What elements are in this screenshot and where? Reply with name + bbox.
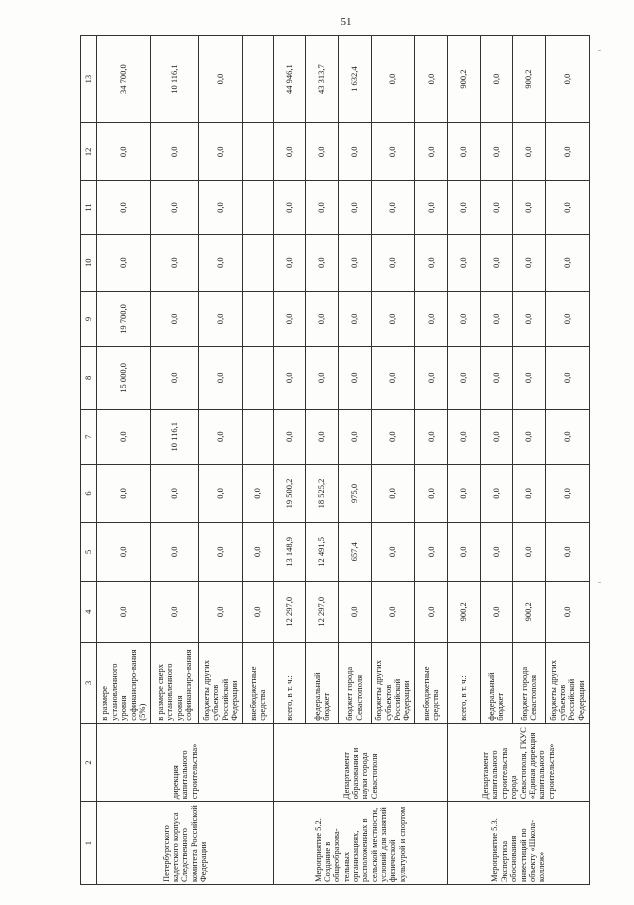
value-cell: 0,0 bbox=[243, 464, 273, 522]
value-cell: 0,0 bbox=[513, 291, 546, 346]
value-cell: 657,4 bbox=[338, 523, 371, 581]
value-cell: 0,0 bbox=[97, 234, 151, 291]
value-cell: 0,0 bbox=[338, 347, 371, 410]
funding-source-cell: бюджеты других субъектов Российской Федерации bbox=[545, 643, 589, 724]
funding-source-cell: бюджеты других субъектов Российской Федерации bbox=[371, 643, 415, 724]
value-cell: 0,0 bbox=[199, 36, 243, 123]
value-cell: 0,0 bbox=[448, 464, 481, 522]
value-cell: 0,0 bbox=[199, 409, 243, 464]
value-cell: 0,0 bbox=[199, 181, 243, 234]
value-cell: 0,0 bbox=[480, 123, 513, 181]
responsible-cell: Департамент образования и науки города Севастополя bbox=[273, 723, 447, 802]
column-number: 4 bbox=[81, 581, 97, 643]
value-cell: 0,0 bbox=[338, 123, 371, 181]
column-number: 7 bbox=[81, 409, 97, 464]
value-cell: 0,0 bbox=[199, 464, 243, 522]
value-cell: 0,0 bbox=[338, 409, 371, 464]
column-number: 1 bbox=[81, 802, 97, 885]
value-cell: 900,2 bbox=[448, 36, 481, 123]
value-cell: 18 525,2 bbox=[306, 464, 339, 522]
funding-source-cell: бюджет города Севастополя bbox=[513, 643, 546, 724]
value-cell: 1 632,4 bbox=[338, 36, 371, 123]
value-cell: 0,0 bbox=[151, 581, 199, 643]
funding-source-cell: в размере установленного уровня софинансиро-вания (5%) bbox=[97, 643, 151, 724]
column-number: 11 bbox=[81, 181, 97, 234]
table-row bbox=[273, 36, 306, 885]
column-number: 12 bbox=[81, 123, 97, 181]
rotated-table-sheet bbox=[80, 35, 590, 885]
responsible-cell: дирекция капитального строительства» bbox=[97, 723, 273, 802]
value-cell: 0,0 bbox=[513, 181, 546, 234]
value-cell: 10 116,1 bbox=[151, 409, 199, 464]
page-number: 51 bbox=[340, 16, 352, 28]
table-row bbox=[448, 36, 481, 885]
value-cell: 0,0 bbox=[151, 291, 199, 346]
value-cell: 0,0 bbox=[513, 234, 546, 291]
value-cell: 0,0 bbox=[97, 123, 151, 181]
value-cell: 0,0 bbox=[415, 464, 448, 522]
value-cell: 0,0 bbox=[545, 181, 589, 234]
value-cell: 0,0 bbox=[273, 123, 306, 181]
value-cell: 0,0 bbox=[371, 581, 415, 643]
value-cell: 0,0 bbox=[97, 581, 151, 643]
value-cell: 0,0 bbox=[448, 234, 481, 291]
value-cell: 0,0 bbox=[480, 291, 513, 346]
value-cell: 0,0 bbox=[273, 291, 306, 346]
funding-source-cell: внебюджетные средства bbox=[243, 643, 273, 724]
value-cell: 0,0 bbox=[513, 347, 546, 410]
value-cell: 0,0 bbox=[545, 581, 589, 643]
value-cell: 0,0 bbox=[480, 234, 513, 291]
value-cell: 12 297,0 bbox=[306, 581, 339, 643]
scan-artifact bbox=[598, 50, 601, 51]
value-cell: 0,0 bbox=[338, 181, 371, 234]
value-cell: 0,0 bbox=[371, 234, 415, 291]
funding-source-cell: всего, в т. ч.: bbox=[273, 643, 306, 724]
value-cell: 13 148,9 bbox=[273, 523, 306, 581]
value-cell: 0,0 bbox=[338, 234, 371, 291]
value-cell: 0,0 bbox=[151, 347, 199, 410]
value-cell: 44 946,1 bbox=[273, 36, 306, 123]
value-cell bbox=[243, 347, 273, 410]
value-cell: 0,0 bbox=[97, 181, 151, 234]
value-cell: 0,0 bbox=[371, 291, 415, 346]
value-cell: 0,0 bbox=[480, 36, 513, 123]
budget-table bbox=[80, 35, 590, 885]
value-cell: 0,0 bbox=[371, 181, 415, 234]
value-cell: 0,0 bbox=[151, 181, 199, 234]
activity-cell: Мероприятие 5.3. Экспертиза обоснования инвестиций по объекту «Школа-коллеж» bbox=[448, 802, 590, 885]
value-cell: 0,0 bbox=[371, 409, 415, 464]
value-cell bbox=[243, 409, 273, 464]
value-cell: 900,2 bbox=[448, 581, 481, 643]
funding-source-cell: всего, в т. ч.: bbox=[448, 643, 481, 724]
value-cell: 0,0 bbox=[545, 409, 589, 464]
value-cell: 0,0 bbox=[151, 523, 199, 581]
column-number: 9 bbox=[81, 291, 97, 346]
value-cell: 19 500,2 bbox=[273, 464, 306, 522]
table-row bbox=[97, 36, 151, 885]
value-cell: 0,0 bbox=[480, 409, 513, 464]
value-cell bbox=[243, 234, 273, 291]
value-cell: 0,0 bbox=[338, 581, 371, 643]
value-cell: 0,0 bbox=[448, 291, 481, 346]
value-cell: 0,0 bbox=[151, 123, 199, 181]
value-cell: 34 700,0 bbox=[97, 36, 151, 123]
value-cell: 0,0 bbox=[448, 409, 481, 464]
value-cell: 0,0 bbox=[243, 581, 273, 643]
column-number: 5 bbox=[81, 523, 97, 581]
value-cell: 0,0 bbox=[545, 347, 589, 410]
value-cell: 0,0 bbox=[513, 123, 546, 181]
value-cell: 900,2 bbox=[513, 581, 546, 643]
value-cell: 0,0 bbox=[371, 36, 415, 123]
value-cell: 0,0 bbox=[371, 464, 415, 522]
value-cell: 0,0 bbox=[545, 464, 589, 522]
value-cell: 0,0 bbox=[199, 291, 243, 346]
value-cell: 12 491,5 bbox=[306, 523, 339, 581]
value-cell: 0,0 bbox=[480, 581, 513, 643]
value-cell: 0,0 bbox=[415, 409, 448, 464]
value-cell: 0,0 bbox=[371, 123, 415, 181]
column-number-row bbox=[81, 36, 97, 885]
value-cell: 0,0 bbox=[273, 234, 306, 291]
value-cell: 0,0 bbox=[97, 409, 151, 464]
column-number: 13 bbox=[81, 36, 97, 123]
value-cell: 0,0 bbox=[243, 523, 273, 581]
value-cell: 0,0 bbox=[448, 181, 481, 234]
value-cell: 0,0 bbox=[273, 181, 306, 234]
funding-source-cell: бюджеты других субъектов Российской Федерации bbox=[199, 643, 243, 724]
value-cell: 0,0 bbox=[545, 36, 589, 123]
value-cell: 15 000,0 bbox=[97, 347, 151, 410]
value-cell: 0,0 bbox=[338, 291, 371, 346]
value-cell: 0,0 bbox=[199, 523, 243, 581]
value-cell: 19 700,0 bbox=[97, 291, 151, 346]
value-cell: 0,0 bbox=[415, 523, 448, 581]
value-cell: 0,0 bbox=[151, 234, 199, 291]
column-number: 2 bbox=[81, 723, 97, 802]
column-number: 6 bbox=[81, 464, 97, 522]
value-cell: 0,0 bbox=[97, 464, 151, 522]
value-cell: 0,0 bbox=[415, 347, 448, 410]
value-cell: 0,0 bbox=[448, 347, 481, 410]
column-number: 3 bbox=[81, 643, 97, 724]
activity-cell: Петербургского кадетского корпуса Следственного комитета Российской Федерации bbox=[97, 802, 273, 885]
responsible-cell: Департамент капитального строительства города Севастополя, ГКУС «Единая дирекция капитального строительства» bbox=[448, 723, 590, 802]
value-cell: 0,0 bbox=[306, 409, 339, 464]
value-cell: 0,0 bbox=[199, 581, 243, 643]
value-cell: 0,0 bbox=[306, 181, 339, 234]
value-cell: 0,0 bbox=[371, 347, 415, 410]
funding-source-cell: бюджет города Севастополя bbox=[338, 643, 371, 724]
value-cell: 0,0 bbox=[480, 347, 513, 410]
value-cell: 0,0 bbox=[513, 409, 546, 464]
value-cell: 900,2 bbox=[513, 36, 546, 123]
value-cell: 0,0 bbox=[371, 523, 415, 581]
value-cell: 0,0 bbox=[415, 581, 448, 643]
value-cell: 0,0 bbox=[545, 123, 589, 181]
value-cell bbox=[243, 181, 273, 234]
funding-source-cell: федеральный бюджет bbox=[480, 643, 513, 724]
value-cell: 0,0 bbox=[306, 234, 339, 291]
value-cell: 0,0 bbox=[199, 347, 243, 410]
scan-artifact bbox=[598, 582, 601, 583]
activity-cell: Мероприятие 5.2. Создание в общеобразова-тельных организациях, расположенных в сельской местности, условий для занятий физической культурой и спортом bbox=[273, 802, 447, 885]
value-cell bbox=[243, 123, 273, 181]
value-cell: 0,0 bbox=[273, 347, 306, 410]
value-cell: 0,0 bbox=[306, 123, 339, 181]
value-cell: 0,0 bbox=[545, 523, 589, 581]
value-cell bbox=[243, 291, 273, 346]
column-number: 8 bbox=[81, 347, 97, 410]
value-cell: 0,0 bbox=[448, 123, 481, 181]
value-cell: 0,0 bbox=[545, 234, 589, 291]
column-number: 10 bbox=[81, 234, 97, 291]
value-cell: 0,0 bbox=[513, 464, 546, 522]
value-cell: 12 297,0 bbox=[273, 581, 306, 643]
value-cell: 0,0 bbox=[480, 181, 513, 234]
value-cell: 0,0 bbox=[513, 523, 546, 581]
value-cell: 0,0 bbox=[415, 123, 448, 181]
value-cell: 43 313,7 bbox=[306, 36, 339, 123]
value-cell bbox=[243, 36, 273, 123]
value-cell: 0,0 bbox=[415, 291, 448, 346]
value-cell: 0,0 bbox=[306, 291, 339, 346]
value-cell: 0,0 bbox=[448, 523, 481, 581]
value-cell: 0,0 bbox=[273, 409, 306, 464]
value-cell: 0,0 bbox=[199, 123, 243, 181]
value-cell: 0,0 bbox=[199, 234, 243, 291]
value-cell: 10 116,1 bbox=[151, 36, 199, 123]
value-cell: 0,0 bbox=[97, 523, 151, 581]
value-cell: 0,0 bbox=[480, 523, 513, 581]
value-cell: 0,0 bbox=[306, 347, 339, 410]
value-cell: 0,0 bbox=[480, 464, 513, 522]
funding-source-cell: внебюджетные средства bbox=[415, 643, 448, 724]
value-cell: 0,0 bbox=[415, 181, 448, 234]
value-cell: 975,0 bbox=[338, 464, 371, 522]
value-cell: 0,0 bbox=[415, 234, 448, 291]
value-cell: 0,0 bbox=[415, 36, 448, 123]
value-cell: 0,0 bbox=[151, 464, 199, 522]
funding-source-cell: федеральный бюджет bbox=[306, 643, 339, 724]
funding-source-cell: в размере сверх установленного уровня софинансиро-вания bbox=[151, 643, 199, 724]
value-cell: 0,0 bbox=[545, 291, 589, 346]
